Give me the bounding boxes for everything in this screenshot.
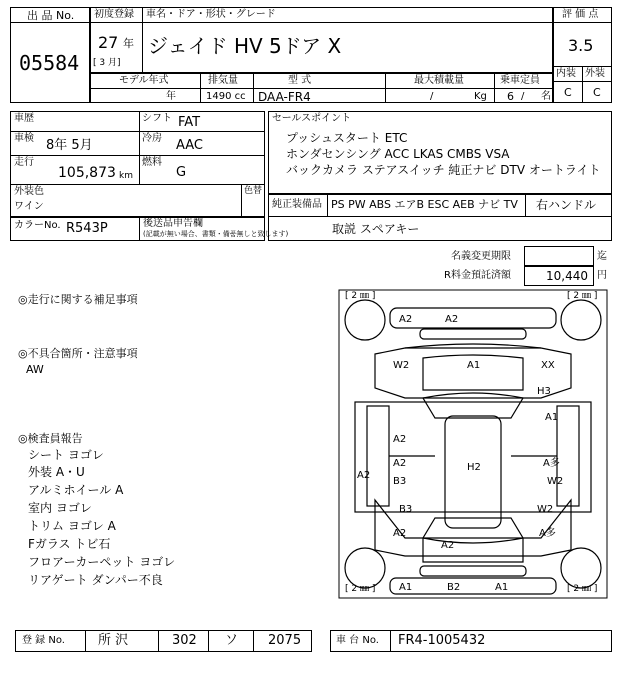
inspection-label: 車検 <box>14 133 34 144</box>
damage-mark: H3 <box>537 386 551 397</box>
damage-mark: A1 <box>495 582 509 593</box>
exterior-grade: C <box>593 86 601 99</box>
name-change-field <box>524 246 594 266</box>
first-reg-label: 初度登録 <box>94 9 134 20</box>
recycle-value: 10,440 <box>546 269 588 283</box>
docs-note: (記載が無い場合、書類・備품無しと致します) <box>143 230 289 238</box>
interior-grade: C <box>564 86 572 99</box>
damage-mark: A2 <box>393 458 407 469</box>
capacity-sep: / <box>521 91 525 102</box>
tire-label: [ 2 ㎜ ] <box>567 291 598 301</box>
color-no-label: カラーNo. <box>14 220 61 231</box>
eval-score: 3.5 <box>568 36 594 55</box>
capacity-label: 乗車定員 <box>500 75 540 86</box>
equipment-label: 純正装備品 <box>272 199 322 210</box>
damage-mark: A2 <box>445 314 459 325</box>
inspector-line: 外装 A・U <box>28 465 85 479</box>
damage-mark: B2 <box>447 582 461 593</box>
inspector-line: 室内 ヨゴレ <box>28 501 92 515</box>
damage-mark: A1 <box>399 582 413 593</box>
sales-point-line: バックカメラ ステアスイッチ 純正ナビ DTV オートライト <box>286 163 601 177</box>
damage-mark: XX <box>541 360 555 371</box>
ext-color-label: 外装色 <box>14 186 44 197</box>
inspector-line: リアゲート ダンパー不良 <box>28 573 163 587</box>
damage-mark: A1 <box>545 412 559 423</box>
damage-mark: H2 <box>467 462 481 473</box>
damage-mark: B3 <box>393 476 407 487</box>
sales-point-line: ホンダセンシング ACC LKAS CMBS VSA <box>286 147 510 161</box>
first-reg-month: [ 3 月] <box>93 58 121 68</box>
defects-label: ◎不具合箇所・注意事項 <box>18 347 138 360</box>
exterior-label: 外装 <box>585 68 605 79</box>
lot-label: 出 品 No. <box>27 9 75 22</box>
model-year-value: 年 <box>166 91 176 102</box>
inspector-line: シート ヨゴレ <box>28 448 104 462</box>
damage-mark: A1 <box>467 360 481 371</box>
tire-label: [ 2 ㎜ ] <box>345 584 376 594</box>
registration-kana: ソ <box>225 633 239 648</box>
damage-mark: A多 <box>539 528 556 539</box>
damage-mark: A2 <box>399 314 413 325</box>
name-change-label: 名義変更期限 <box>451 251 511 262</box>
capacity-unit: 名 <box>541 91 551 102</box>
fuel-label: 燃料 <box>142 157 162 168</box>
inspector-line: フロアーカーペット ヨゴレ <box>28 555 176 569</box>
model-year-label: モデル年式 <box>119 75 169 86</box>
ac-label: 冷房 <box>142 133 162 144</box>
color-no-value: R543P <box>66 221 108 236</box>
eval-label: 評 価 点 <box>562 9 599 20</box>
manual-value: 取説 スペアキー <box>332 222 420 236</box>
chassis-label: 車 台 No. <box>336 635 379 646</box>
mileage-unit: km <box>119 171 133 181</box>
capacity-value: 6 <box>507 90 514 103</box>
inspector-line: Fガラス トビ石 <box>28 537 111 551</box>
damage-mark: W2 <box>537 504 554 515</box>
shift-value: FAT <box>178 115 201 130</box>
model-label: 車名・ドア・形状・グレード <box>146 9 276 20</box>
mileage-label: 走行 <box>14 157 34 168</box>
max-load-unit: Kg <box>474 91 487 102</box>
damage-mark: A2 <box>393 434 407 445</box>
chassis-value: FR4-1005432 <box>398 633 486 648</box>
color-change-label: 色替 <box>244 186 263 196</box>
driving-notes-label: ◎走行に関する補足事項 <box>18 293 138 306</box>
year-unit: 年 <box>123 37 134 50</box>
inspection-value: 8年 5月 <box>46 138 93 153</box>
ac-value: AAC <box>176 138 203 153</box>
registration-label: 登 録 No. <box>22 635 65 646</box>
model-name: ジェイド HV 5ドア X <box>148 34 342 58</box>
tire-label: [ 2 ㎜ ] <box>345 291 376 301</box>
ext-color-value: ワイン <box>14 201 44 212</box>
interior-label: 内装 <box>556 68 576 79</box>
recycle-unit: 円 <box>597 270 607 281</box>
damage-mark: B3 <box>399 504 413 515</box>
registration-area: 所 沢 <box>98 633 129 648</box>
registration-class: 302 <box>172 633 197 648</box>
lot-number: 05584 <box>19 51 80 75</box>
damage-mark: A2 <box>441 540 455 551</box>
history-label: 車歴 <box>14 113 34 124</box>
damage-mark: A2 <box>393 528 407 539</box>
sales-points-label: セールスポイント <box>272 113 352 124</box>
type-value: DAA-FR4 <box>258 90 311 104</box>
inspector-line: トリム ヨゴレ A <box>28 519 116 533</box>
car-damage-diagram <box>335 288 611 600</box>
first-reg-year: 27 <box>98 33 119 52</box>
displacement-label: 排気量 <box>208 75 238 86</box>
name-change-unit: 迄 <box>597 251 607 262</box>
shift-label: シフト <box>142 113 172 124</box>
tire-label: [ 2 ㎜ ] <box>567 584 598 594</box>
damage-mark: W2 <box>393 360 410 371</box>
damage-mark: A2 <box>357 470 371 481</box>
details-box <box>10 111 265 217</box>
displacement-value: 1490 cc <box>206 91 246 102</box>
sales-point-line: プッシュスタート ETC <box>286 131 408 145</box>
fuel-value: G <box>176 165 187 180</box>
damage-mark: W2 <box>547 476 564 487</box>
type-label: 型 式 <box>288 75 312 86</box>
equipment-value: PS PW ABS エアB ESC AEB ナビ TV <box>331 198 518 211</box>
defects-value: AW <box>26 363 44 376</box>
steering-value: 右ハンドル <box>536 198 597 212</box>
damage-mark: A多 <box>543 458 560 469</box>
registration-number: 2075 <box>268 633 302 648</box>
inspector-label: ◎検査員報告 <box>18 432 83 445</box>
inspector-line: アルミホイール A <box>28 483 124 497</box>
max-load-value: / <box>430 91 434 102</box>
docs-label: 後送品申告欄 <box>143 218 203 229</box>
max-load-label: 最大積載量 <box>414 75 464 86</box>
recycle-label: R料金預託済額 <box>444 270 511 281</box>
mileage-value: 105,873 <box>58 165 116 181</box>
